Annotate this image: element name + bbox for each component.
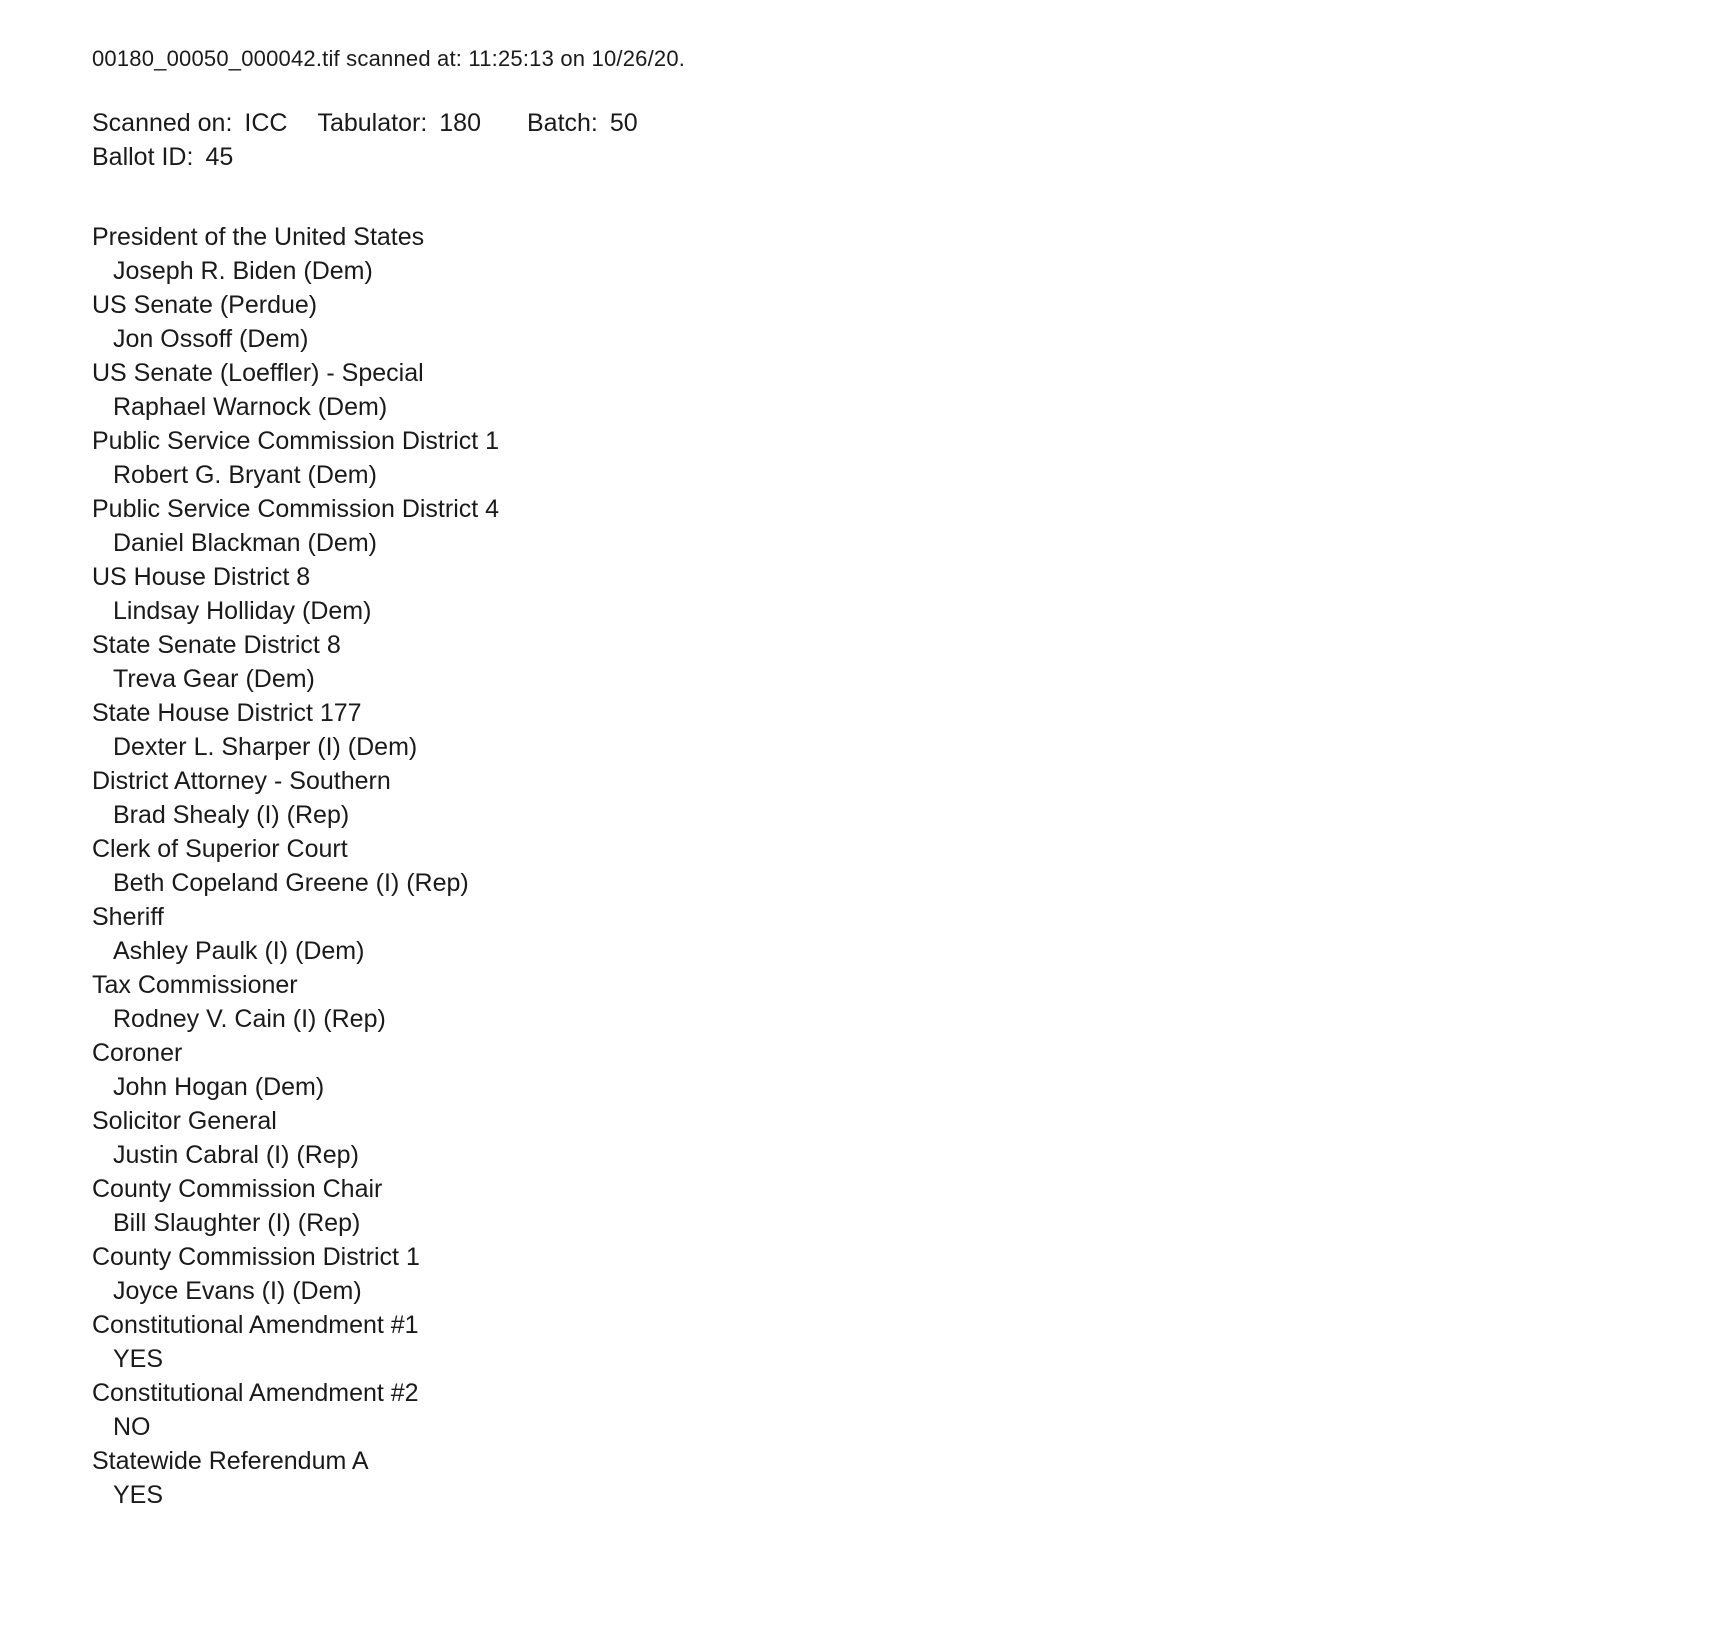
contest-choice: Beth Copeland Greene (I) (Rep) — [113, 869, 469, 897]
contest-block — [92, 560, 1649, 628]
contest-name: County Commission Chair — [92, 1175, 383, 1203]
contest-choice: Joyce Evans (I) (Dem) — [113, 1277, 362, 1305]
contest-name: District Attorney - Southern — [92, 767, 391, 795]
ballot-id-label: Ballot ID: — [92, 143, 194, 171]
contest-name: Solicitor General — [92, 1107, 277, 1135]
contest-block — [92, 288, 1649, 356]
contest-choice: YES — [113, 1345, 164, 1373]
contest-choice: Brad Shealy (I) (Rep) — [113, 801, 350, 829]
contest-choice: Dexter L. Sharper (I) (Dem) — [113, 733, 418, 761]
contest-block — [92, 492, 1649, 560]
ballot-id-value: 45 — [205, 143, 234, 171]
scan-filename-line: 00180_00050_000042.tif scanned at: 11:25:13 on 10/26/20. — [92, 46, 686, 71]
contest-choice: Joseph R. Biden (Dem) — [113, 257, 373, 285]
scanner-info-line — [92, 106, 1649, 140]
contest-choice: Justin Cabral (I) (Rep) — [113, 1141, 359, 1169]
contest-name: County Commission District 1 — [92, 1243, 420, 1271]
contest-name: Tax Commissioner — [92, 971, 298, 999]
contest-choice: YES — [113, 1481, 164, 1509]
contest-name: Statewide Referendum A — [92, 1447, 369, 1475]
contest-name: US Senate (Perdue) — [92, 291, 318, 319]
contest-name: US House District 8 — [92, 563, 311, 591]
contest-choice: Robert G. Bryant (Dem) — [113, 461, 377, 489]
contest-block — [92, 628, 1649, 696]
tabulator-label: Tabulator: — [317, 109, 428, 137]
contest-choice: Daniel Blackman (Dem) — [113, 529, 377, 557]
contest-name: State House District 177 — [92, 699, 362, 727]
tabulator-value: 180 — [439, 109, 481, 137]
scanned-on-value: ICC — [244, 109, 288, 137]
contest-name: President of the United States — [92, 223, 425, 251]
contest-name: Sheriff — [92, 903, 164, 931]
contest-block — [92, 356, 1649, 424]
contest-block — [92, 1308, 1649, 1376]
contest-choice: Ashley Paulk (I) (Dem) — [113, 937, 365, 965]
contest-block — [92, 1172, 1649, 1240]
batch-label: Batch: — [526, 109, 598, 137]
contest-choice: Lindsay Holliday (Dem) — [113, 597, 372, 625]
contest-block — [92, 220, 1649, 288]
contest-block — [92, 696, 1649, 764]
contest-name: Public Service Commission District 4 — [92, 495, 500, 523]
scanned-on-label: Scanned on: — [92, 109, 233, 137]
contest-list — [92, 220, 1649, 1512]
contest-choice: Bill Slaughter (I) (Rep) — [113, 1209, 361, 1237]
contest-choice: Jon Ossoff (Dem) — [113, 325, 309, 353]
scan-meta-block — [92, 106, 1649, 174]
contest-choice: Raphael Warnock (Dem) — [113, 393, 388, 421]
contest-block — [92, 1444, 1649, 1512]
contest-block — [92, 1104, 1649, 1172]
contest-block — [92, 1376, 1649, 1444]
contest-block — [92, 900, 1649, 968]
contest-choice: John Hogan (Dem) — [113, 1073, 325, 1101]
contest-choice: Treva Gear (Dem) — [113, 665, 315, 693]
contest-block — [92, 832, 1649, 900]
ballot-id-line — [92, 140, 1649, 174]
contest-name: US Senate (Loeffler) - Special — [92, 359, 424, 387]
contest-block — [92, 1240, 1649, 1308]
contest-choice: NO — [113, 1413, 151, 1441]
contest-name: Clerk of Superior Court — [92, 835, 348, 863]
contest-name: Constitutional Amendment #2 — [92, 1379, 419, 1407]
contest-name: Coroner — [92, 1039, 183, 1067]
contest-name: State Senate District 8 — [92, 631, 341, 659]
contest-block — [92, 764, 1649, 832]
contest-block — [92, 424, 1649, 492]
contest-name: Constitutional Amendment #1 — [92, 1311, 419, 1339]
batch-value: 50 — [609, 109, 638, 137]
contest-block — [92, 968, 1649, 1036]
contest-block — [92, 1036, 1649, 1104]
contest-name: Public Service Commission District 1 — [92, 427, 500, 455]
contest-choice: Rodney V. Cain (I) (Rep) — [113, 1005, 386, 1033]
